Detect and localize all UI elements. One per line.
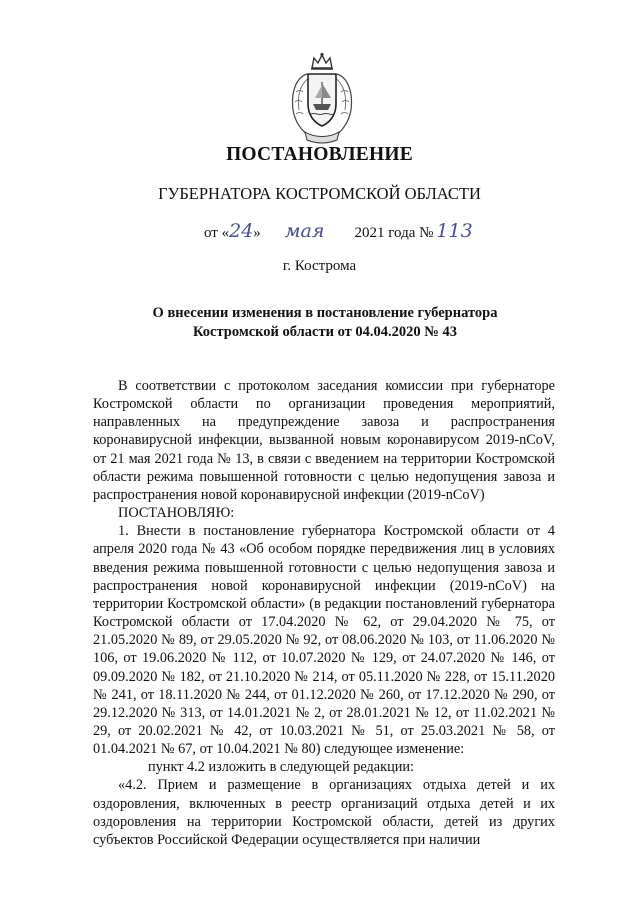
paragraph-item-4-2-intro: пункт 4.2 изложить в следующей редакции: <box>148 759 415 776</box>
paragraph-preamble: В соответствии с протоколом заседания комиссии при губернаторе Костромской области по организации проведения мероприятий, направленных на предупреждение завоза и распространения коронавирусной инфекции, вызванной новым коронавирусом 2019-nCoV, от 21 мая 2021 года № 13, в связи с введением на территории Костромской области режима повышенной готовности с целью недопущения завоза и распространения новой коронавирусной инфекции (2019-nCoV) <box>93 378 555 503</box>
heading-line-2: Костромской области от 04.04.2020 № 43 <box>193 324 457 340</box>
issuer-title: ГУБЕРНАТОРА КОСТРОМСКОЙ ОБЛАСТИ <box>158 184 481 203</box>
document-type-title: ПОСТАНОВЛЕНИЕ <box>226 144 413 165</box>
date-prefix: от « <box>204 225 230 241</box>
paragraph-item-1: 1. Внести в постановление губернатора Костромской области от 4 апреля 2020 года № 43 «Об особом порядке передвижения лиц в условиях введения режима повышенной готовности с целью недопущения завоза и распространения новой коронавирусной инфекции (2019-nCoV) на территории Костромской области» (в редакции постановлений губернатора Костромской области от 17.04.2020 № 62, от 29.04.2020 № 75, от 21.05.2020 № 89, от 29.05.2020 № 92, от 08.06.2020 № 103, от 11.06.2020 № 106, от 19.06.2020 № 112, от 10.07.2020 № 129, от 24.07.2020 № 146, от 09.09.2020 № 182, от 21.10.2020 № 214, от 05.11.2020 № 228, от 15.11.2020 № 241, от 18.11.2020 № 244, от 01.12.2020 № 260, от 17.12.2020 № 290, от 29.12.2020 № 313, от 14.01.2021 № 2, от 28.01.2021 № 12, от 11.02.2021 № 29, от 20.02.2021 № 42, от 10.03.2021 № 51, от 25.03.2021 № 58, от 01.04.2021 № 67, от 10.04.2021 № 80) следующее изменение: <box>93 523 555 758</box>
date-number-line <box>204 220 473 242</box>
coat-of-arms-emblem <box>287 52 357 144</box>
date-mid: » <box>253 225 261 241</box>
document-body <box>93 377 555 849</box>
paragraph-item-4-2-text: «4.2. Прием и размещение в организациях отдыха детей и их оздоровления, включенных в реестр организаций отдыха детей и их оздоровления на территории Костромской области, детей из других субъектов Российской Федерации осуществляется при наличии <box>93 777 555 848</box>
document-number-handwritten: 113 <box>436 220 473 242</box>
date-month-handwritten: мая <box>284 220 325 242</box>
heading-line-1: О внесении изменения в постановление губернатора <box>152 305 498 321</box>
city-name: г. Кострома <box>282 258 357 274</box>
date-year-label: 2021 года № <box>354 225 434 241</box>
date-day-handwritten: 24 <box>229 220 254 242</box>
decree-word: ПОСТАНОВЛЯЮ: <box>118 505 235 522</box>
document-heading <box>110 304 540 342</box>
